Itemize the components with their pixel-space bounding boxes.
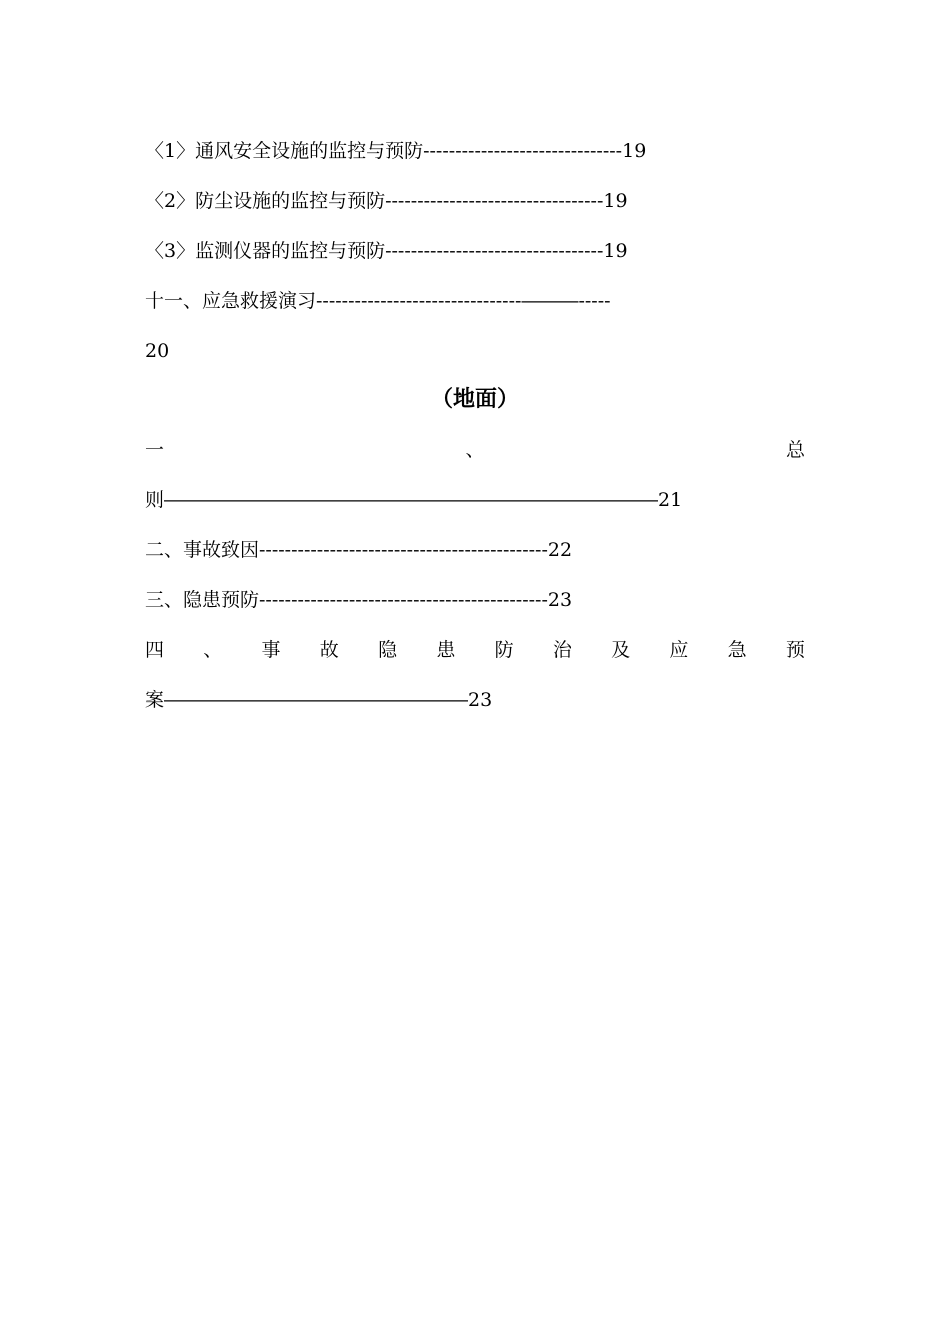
toc-entry-hazard-control-plan-cont[interactable]: [145, 685, 805, 715]
toc-char: 故: [319, 639, 339, 661]
toc-entry-hazard-control-plan[interactable]: [145, 635, 805, 665]
toc-char: 、: [465, 439, 485, 461]
toc-entry-text: 三、隐患预防---------------------------------------------23: [145, 589, 573, 611]
toc-entry-general-principles-cont[interactable]: [145, 485, 805, 515]
toc-char: 防: [494, 639, 514, 661]
toc-entry-hazard-prevention[interactable]: [145, 585, 805, 615]
toc-entry-text: 十一、应急救援演习--------------------------------―――-----: [145, 290, 611, 312]
toc-char: 隐: [378, 639, 398, 661]
toc-entry-text: 〈3〉监测仪器的监控与预防----------------------------------19: [145, 240, 628, 262]
toc-entry-text: 则――――――――――――――――――――――――――21: [145, 489, 683, 511]
toc-char: 急: [727, 639, 747, 661]
toc-char: 四: [145, 639, 165, 661]
toc-entry-emergency-drill[interactable]: [145, 286, 805, 316]
toc-entry-text: 二、事故致因---------------------------------------------22: [145, 539, 573, 561]
section-heading-ground: （地面）: [430, 387, 519, 412]
toc-entry-ventilation[interactable]: [145, 136, 805, 166]
toc-entry-accident-causes[interactable]: [145, 535, 805, 565]
toc-entry-emergency-drill-page: [145, 336, 805, 366]
toc-entry-general-principles[interactable]: [145, 435, 805, 465]
toc-char: 、: [203, 639, 223, 661]
toc-char: 治: [552, 639, 572, 661]
toc-char: 事: [261, 639, 281, 661]
toc-page-number: 20: [145, 340, 170, 362]
toc-char: 一: [145, 439, 165, 461]
toc-char: 预: [785, 639, 805, 661]
toc-entry-monitoring-instruments[interactable]: [145, 236, 805, 266]
toc-entry-dust-prevention[interactable]: [145, 186, 805, 216]
toc-entry-text: 〈2〉防尘设施的监控与预防----------------------------------19: [145, 190, 628, 212]
toc-char: 应: [669, 639, 689, 661]
toc-entry-text: 案――――――――――――――――23: [145, 689, 493, 711]
toc-char: 患: [436, 639, 456, 661]
toc-char: 及: [611, 639, 631, 661]
toc-entry-text: 〈1〉通风安全设施的监控与预防-------------------------------19: [145, 140, 647, 162]
toc-char: 总: [785, 439, 805, 461]
